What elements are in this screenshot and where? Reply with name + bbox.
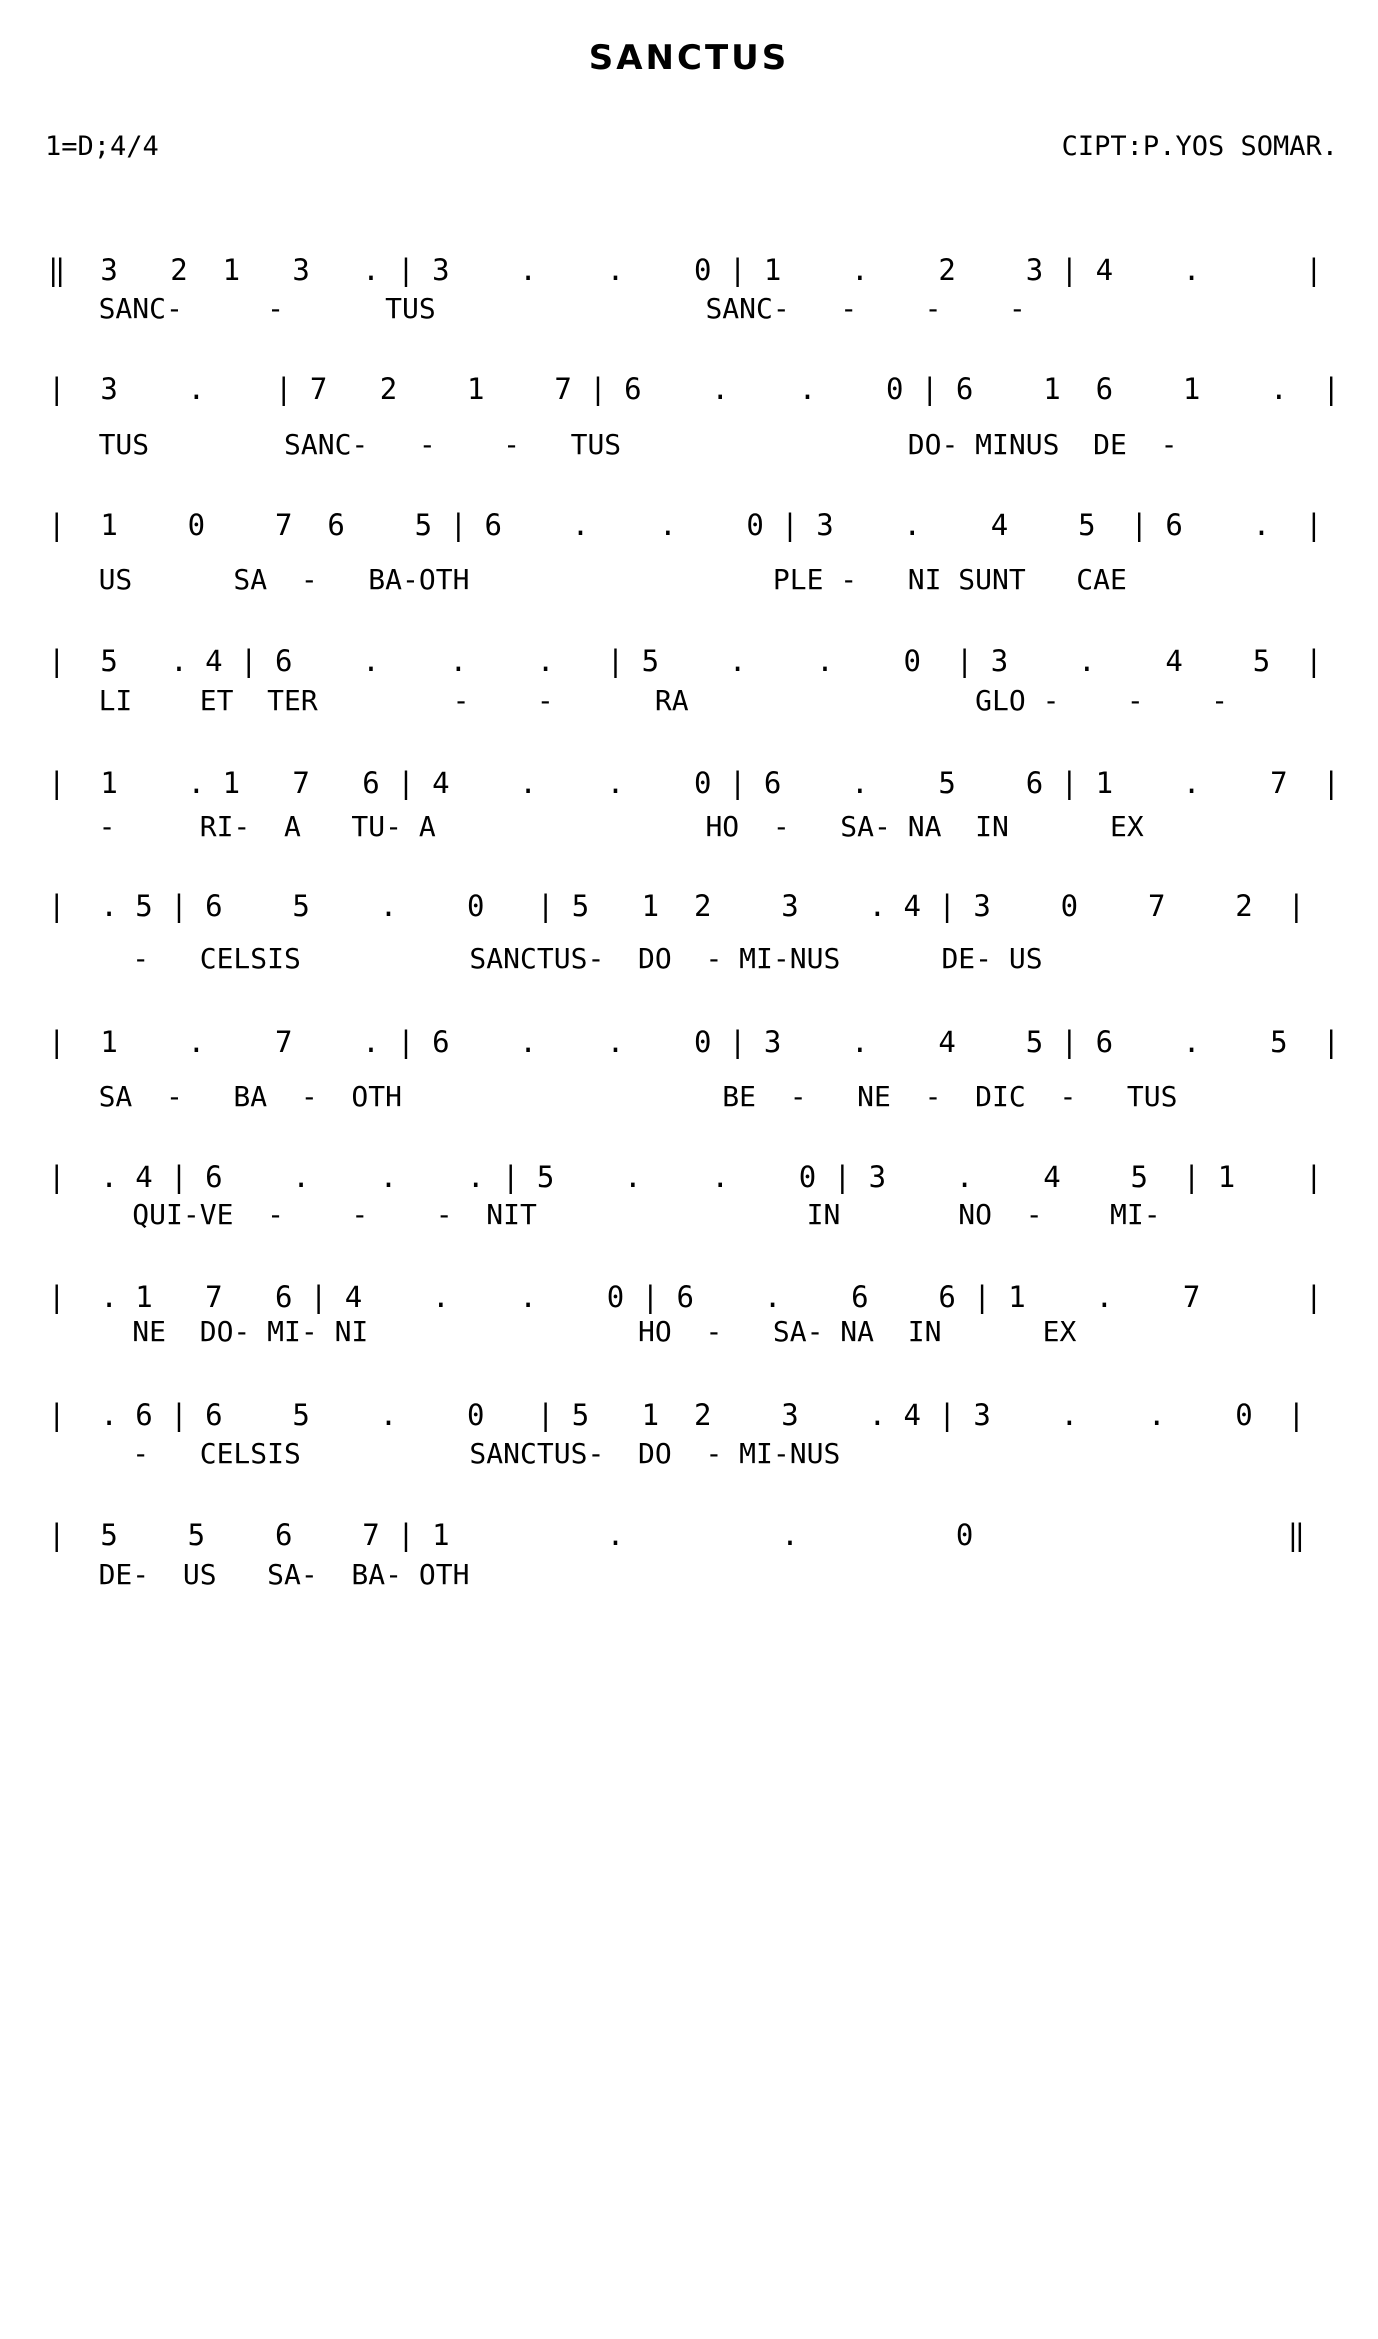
notation-line-4: | 5 . 4 | 6 . . . | 5 . . 0 | 3 . 4 5 | (48, 644, 1323, 678)
lyric-line-8: QUI-VE - - - NIT IN NO - MI- (48, 1198, 1161, 1231)
notation-line-9: | . 1 7 6 | 4 . . 0 | 6 . 6 6 | 1 . 7 | (48, 1280, 1323, 1314)
lyric-line-4: LI ET TER - - RA GLO - - - (48, 684, 1229, 717)
notation-line-3: | 1 0 7 6 5 | 6 . . 0 | 3 . 4 5 | 6 . | (48, 508, 1323, 542)
lyric-line-6: - CELSIS SANCTUS- DO - MI-NUS DE- US (48, 942, 1043, 975)
notation-line-1: ‖ 3 2 1 3 . | 3 . . 0 | 1 . 2 3 | 4 . | (48, 253, 1323, 287)
lyric-line-5: - RI- A TU- A HO - SA- NA IN EX (48, 810, 1144, 843)
composer-credit: CIPT:P.YOS SOMAR. (1061, 131, 1338, 162)
notation-line-11: | 5 5 6 7 | 1 . . 0 ‖ (48, 1518, 1306, 1552)
lyric-line-1: SANC- - TUS SANC- - - - (48, 292, 1026, 325)
notation-line-5: | 1 . 1 7 6 | 4 . . 0 | 6 . 5 6 | 1 . 7 | (48, 766, 1341, 800)
notation-line-7: | 1 . 7 . | 6 . . 0 | 3 . 4 5 | 6 . 5 | (48, 1025, 1341, 1059)
notation-line-8: | . 4 | 6 . . . | 5 . . 0 | 3 . 4 5 | 1 | (48, 1160, 1323, 1194)
key-signature: 1=D;4/4 (45, 131, 159, 162)
lyric-line-7: SA - BA - OTH BE - NE - DIC - TUS (48, 1080, 1178, 1113)
lyric-line-11: DE- US SA- BA- OTH (48, 1558, 470, 1591)
notation-line-10: | . 6 | 6 5 . 0 | 5 1 2 3 . 4 | 3 . . 0 | (48, 1398, 1306, 1432)
notation-line-6: | . 5 | 6 5 . 0 | 5 1 2 3 . 4 | 3 0 7 2 | (48, 889, 1306, 923)
lyric-line-9: NE DO- MI- NI HO - SA- NA IN EX (48, 1315, 1077, 1348)
page-title: SANCTUS (588, 38, 790, 78)
notation-line-2: | 3 . | 7 2 1 7 | 6 . . 0 | 6 1 6 1 . | (48, 372, 1341, 406)
lyric-line-3: US SA - BA-OTH PLE - NI SUNT CAE (48, 563, 1127, 596)
lyric-line-2: TUS SANC- - - TUS DO- MINUS DE - (48, 428, 1178, 461)
lyric-line-10: - CELSIS SANCTUS- DO - MI-NUS (48, 1437, 841, 1470)
